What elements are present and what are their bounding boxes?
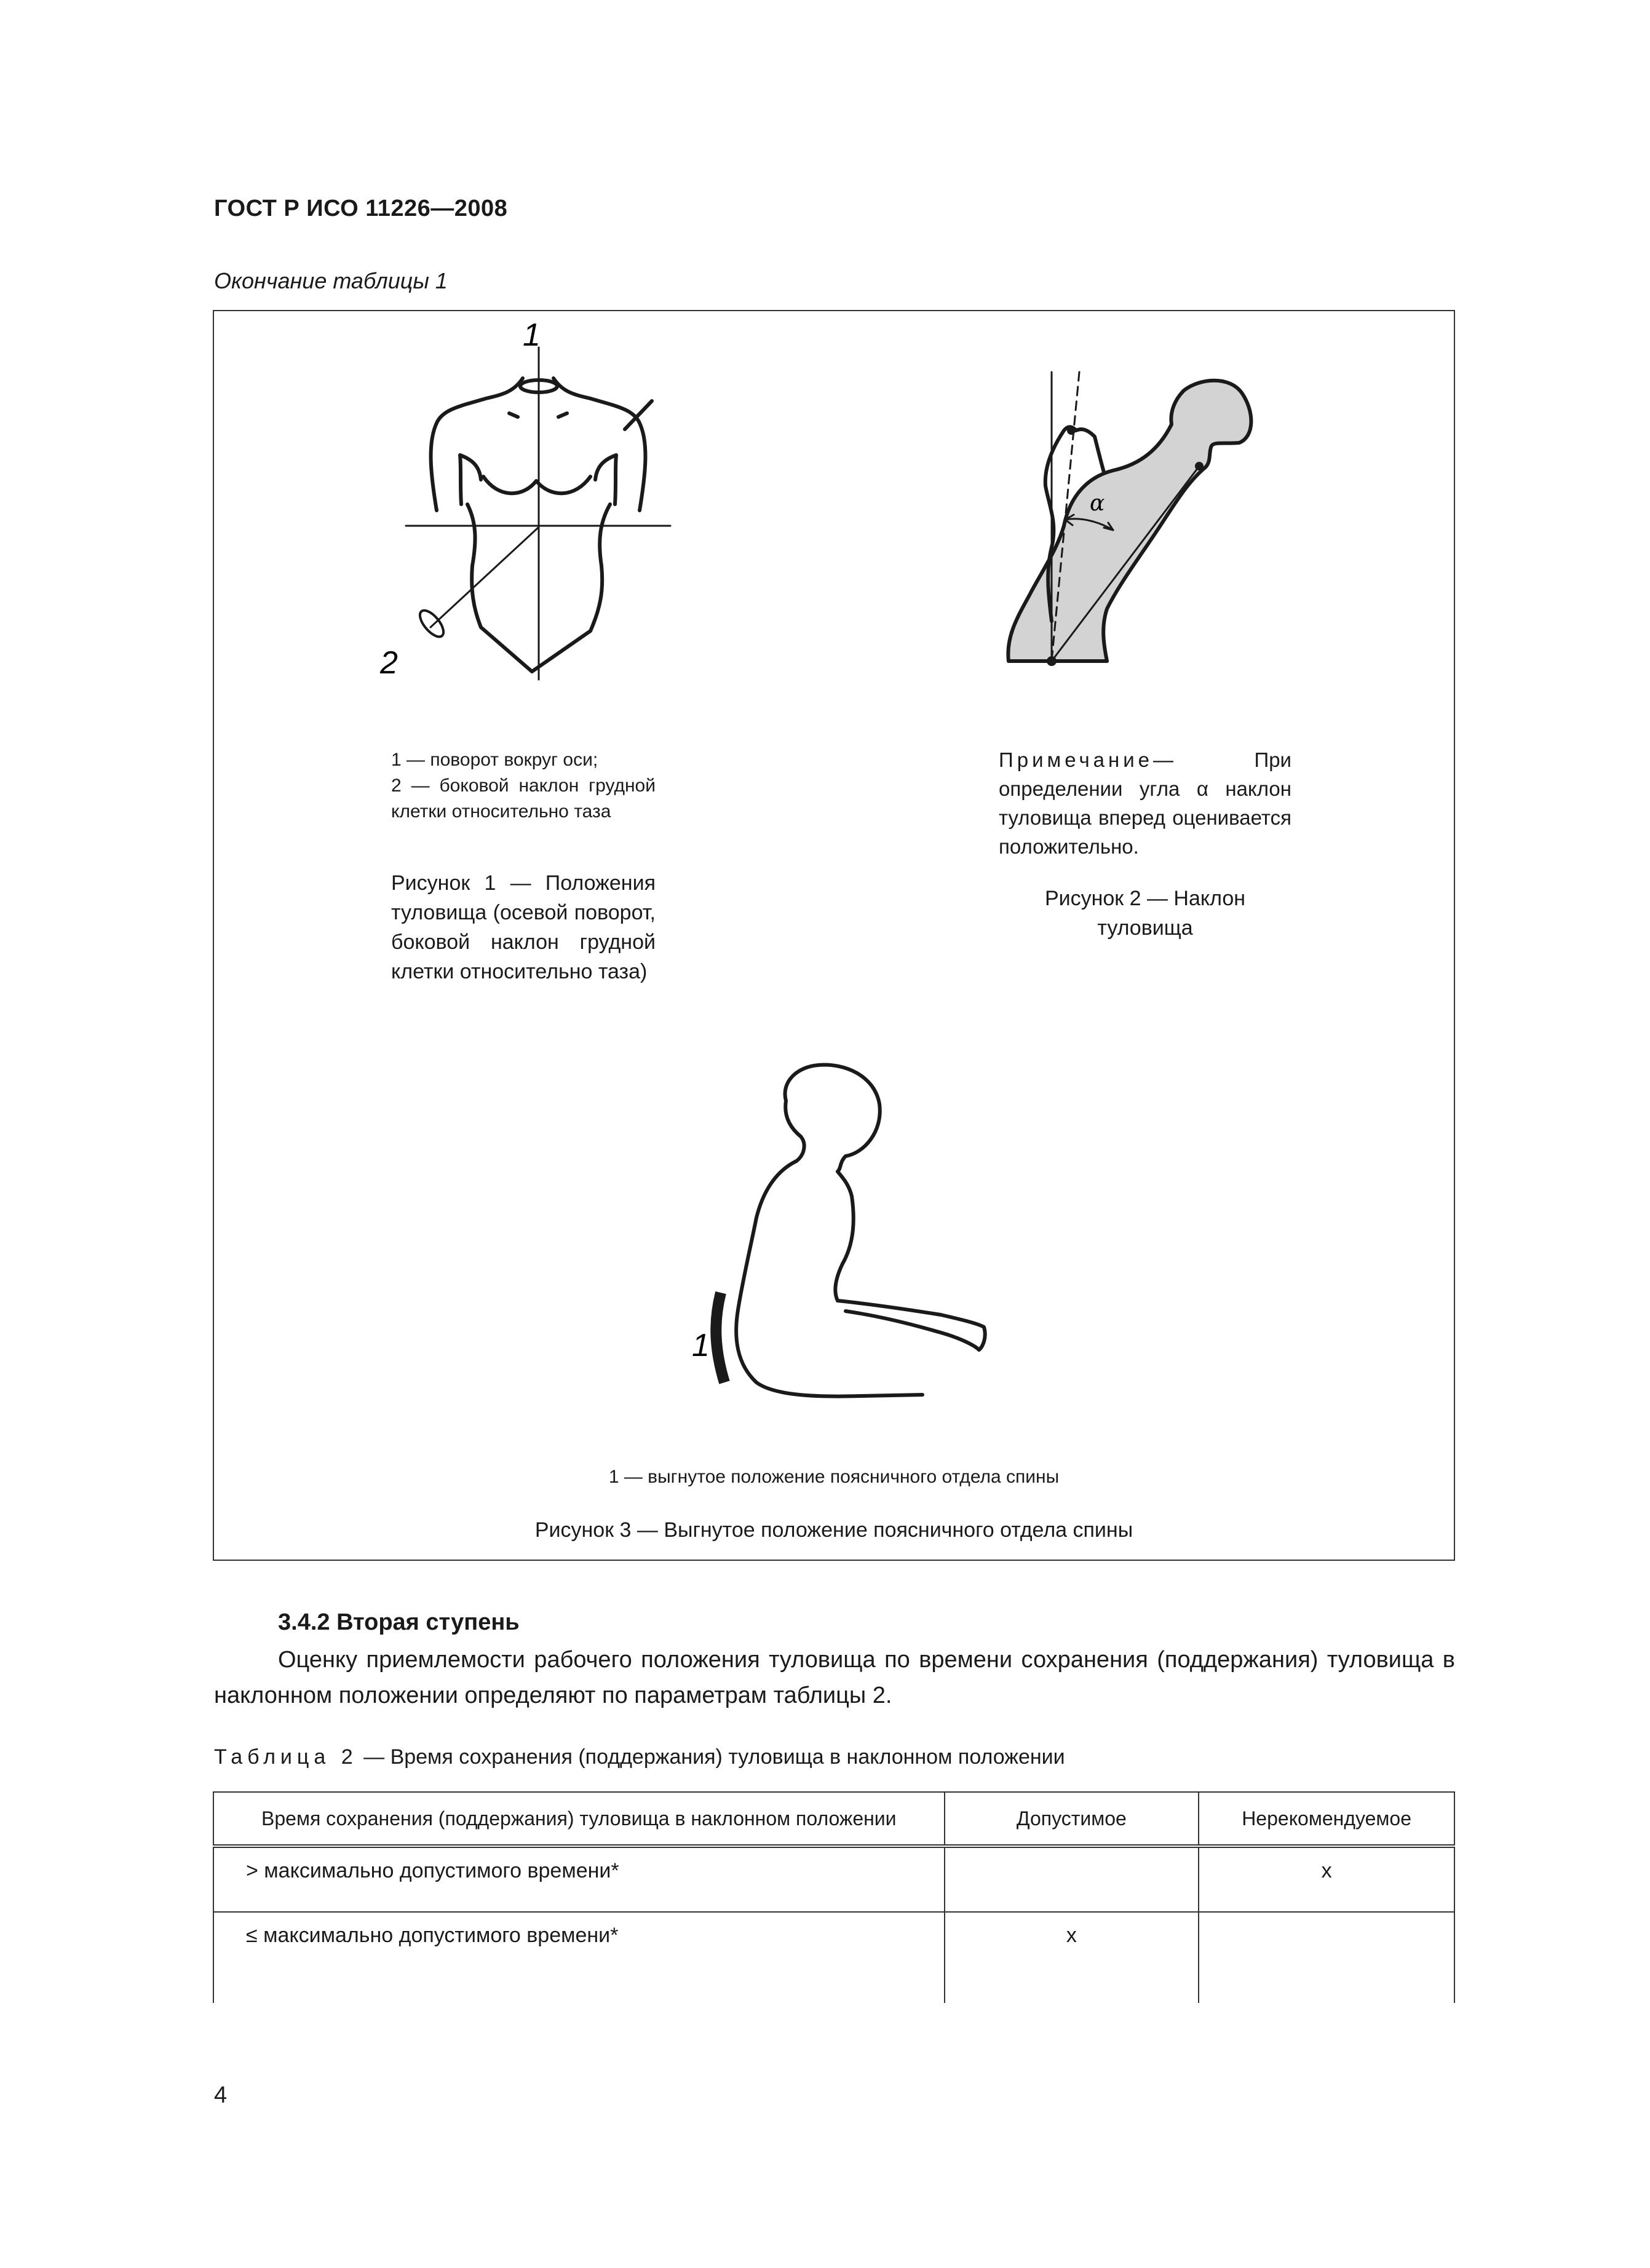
figure1-torso-drawing xyxy=(369,317,713,689)
table-cell-condition: > максимально допустимого времени* xyxy=(213,1846,945,1912)
table-header-allowed: Допустимое xyxy=(945,1792,1199,1846)
table-row xyxy=(213,1912,1454,2003)
table-cell-not-recommended: x xyxy=(1199,1846,1454,1912)
table2 xyxy=(213,1791,1455,2003)
table-row xyxy=(213,1846,1454,1912)
figure1-legend-line2: 2 — боковой наклон грудной клетки относительно таза xyxy=(391,775,656,822)
note-label: Примечание xyxy=(999,748,1154,771)
section-body: Оценку приемлемости рабочего положения туловища по времени сохранения (поддержания) туловища в наклонном положении определяют по параметрам таблицы 2. xyxy=(214,1647,1455,1708)
figure3-seated-figure-drawing xyxy=(676,1045,1021,1439)
figure3-caption: Рисунок 3 — Выгнутое положение поясничного отдела спины xyxy=(534,1518,1133,1542)
figure1-marker-1: 1 xyxy=(523,317,541,353)
page-number: 4 xyxy=(214,2082,228,2108)
table-cell-not-recommended xyxy=(1199,1912,1454,2003)
section-title: 3.4.2 Вторая ступень xyxy=(278,1609,520,1635)
table-header-time: Время сохранения (поддержания) туловища в наклонном положении xyxy=(213,1792,945,1846)
note-text: — При определении угла α наклон туловища вперед оценивается положительно. xyxy=(999,748,1291,858)
alpha-angle-label: α xyxy=(1090,491,1105,516)
figure3-marker-1: 1 xyxy=(692,1328,710,1363)
document-header: ГОСТ Р ИСО 11226—2008 xyxy=(214,196,508,221)
figure1-caption: Рисунок 1 — Положения туловища (осевой поворот, боковой наклон грудной клетки относительно таза) xyxy=(391,871,656,983)
table-cell-allowed xyxy=(945,1846,1199,1912)
figure3-legend: 1 — выгнутое положение поясничного отдела спины xyxy=(608,1467,1060,1487)
table-header-not-recommended: Нерекомендуемое xyxy=(1199,1792,1454,1846)
figure2-note xyxy=(999,745,1291,861)
figure2-caption: Рисунок 2 — Наклон туловища xyxy=(1044,887,1246,940)
table2-title-text: — Время сохранения (поддержания) туловища в наклонном положении xyxy=(357,1745,1065,1769)
pivot-point-icon xyxy=(1047,656,1057,666)
figure1-marker-2: 2 xyxy=(380,645,398,681)
figure1-legend xyxy=(391,747,656,825)
lumbar-curve-marker xyxy=(716,1293,724,1382)
table-cell-condition: ≤ максимально допустимого времени* xyxy=(213,1912,945,2003)
table-cell-allowed: x xyxy=(945,1912,1199,2003)
table2-label: Таблица 2 xyxy=(214,1745,358,1769)
table-continuation-label: Окончание таблицы 1 xyxy=(214,268,448,293)
figure2-trunk-inclination-drawing xyxy=(996,363,1316,720)
table2-title xyxy=(214,1745,1065,1769)
figure1-legend-line1: 1 — поворот вокруг оси; xyxy=(391,750,598,770)
